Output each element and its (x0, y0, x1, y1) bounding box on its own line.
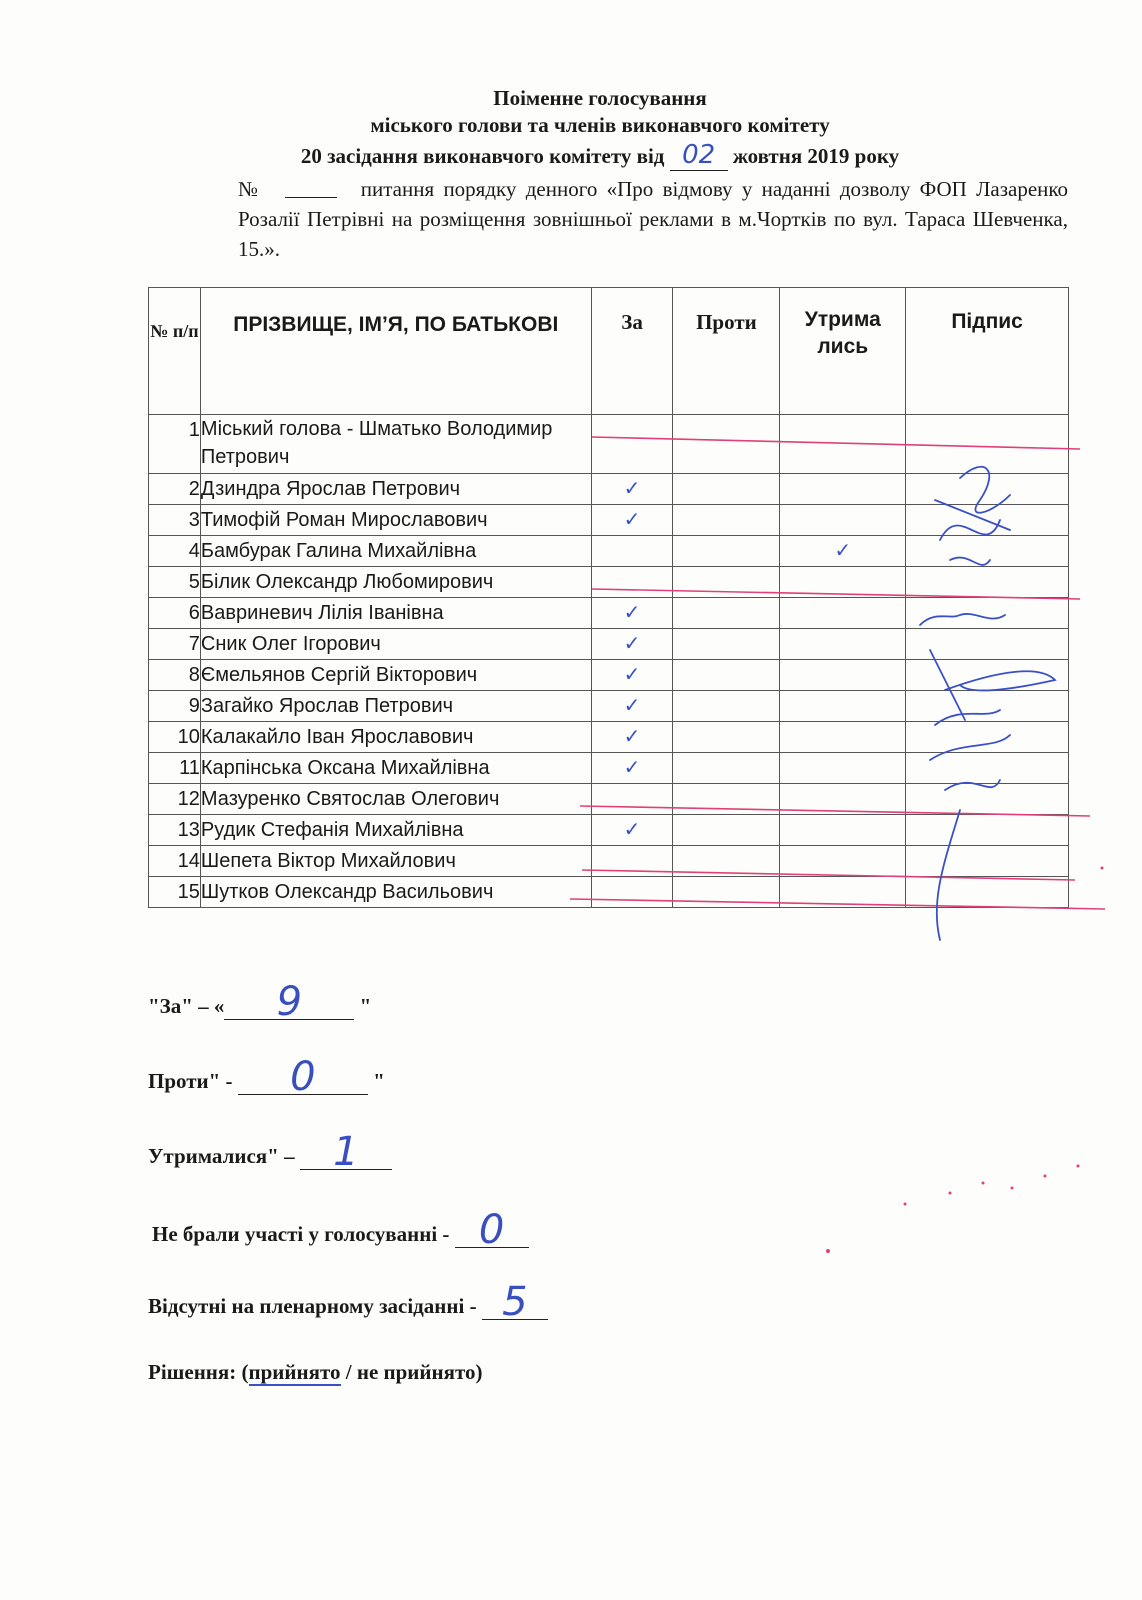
table-row (149, 815, 1069, 846)
signature-cell (906, 846, 1069, 877)
vote-abstain-cell (780, 877, 906, 908)
row-name: Загайко Ярослав Петрович (200, 691, 591, 722)
vote-abstain-cell (780, 722, 906, 753)
summary-absent-field (482, 1279, 548, 1325)
vote-for-cell (591, 567, 673, 598)
vote-against-cell (673, 660, 780, 691)
doc-title: Поіменне голосування (493, 86, 707, 110)
vote-for-cell: ✓ (591, 660, 673, 691)
table-row (149, 753, 1069, 784)
vote-for-cell: ✓ (591, 691, 673, 722)
row-name: Бамбурак Галина Михайлівна (200, 536, 591, 567)
signature-cell (906, 815, 1069, 846)
summary-for (148, 979, 372, 1025)
vote-against-cell (673, 753, 780, 784)
vote-against-cell (673, 415, 780, 474)
vote-for-cell: ✓ (591, 598, 673, 629)
vote-against-cell (673, 691, 780, 722)
summary-for-label: "За" – « (148, 994, 225, 1018)
summary-absent-label: Відсутні на пленарному засіданні - (148, 1294, 477, 1318)
vote-abstain-cell (780, 629, 906, 660)
summary-decision (148, 1360, 483, 1385)
stray-dots (826, 867, 1104, 1254)
vote-against-cell (673, 567, 780, 598)
row-name: Мазуренко Святослав Олегович (200, 784, 591, 815)
vote-abstain-cell (780, 660, 906, 691)
vote-for-cell: ✓ (591, 815, 673, 846)
summary-not-voted (152, 1207, 529, 1253)
table-row (149, 567, 1069, 598)
vote-against-cell (673, 474, 780, 505)
row-num: 4 (149, 536, 201, 567)
date-day-handwritten: 02 (682, 140, 716, 170)
decision-label: Рішення: ( (148, 1360, 249, 1384)
vote-for-cell (591, 846, 673, 877)
vote-abstain-cell (780, 567, 906, 598)
vote-against-cell (673, 722, 780, 753)
vote-abstain-cell (780, 505, 906, 536)
vote-abstain-cell: ✓ (780, 536, 906, 567)
vote-abstain-cell (780, 474, 906, 505)
vote-for-cell (591, 877, 673, 908)
vote-for-cell: ✓ (591, 474, 673, 505)
summary-absent-value: 5 (502, 1279, 528, 1325)
meeting-suffix: жовтня 2019 року (732, 144, 900, 168)
table-header-row (149, 288, 1069, 415)
vote-for-cell (591, 536, 673, 567)
summary-not-voted-label: Не брали участі у голосуванні - (152, 1222, 450, 1246)
signature-cell (906, 415, 1069, 474)
signature-cell (906, 567, 1069, 598)
table-row (149, 536, 1069, 567)
table-row (149, 722, 1069, 753)
row-name: Тимофій Роман Мирославович (200, 505, 591, 536)
row-name: Шутков Олександр Васильович (200, 877, 591, 908)
table-row (149, 660, 1069, 691)
summary-for-field (224, 979, 354, 1025)
row-num: 11 (149, 753, 201, 784)
summary-against-value: 0 (290, 1054, 316, 1100)
row-name: Ємельянов Сергій Вікторович (200, 660, 591, 691)
summary-abstain (148, 1129, 392, 1175)
signature-cell (906, 784, 1069, 815)
vote-abstain-cell (780, 691, 906, 722)
vote-against-cell (673, 598, 780, 629)
row-num: 13 (149, 815, 201, 846)
summary-for-value: 9 (276, 979, 303, 1025)
row-num: 5 (149, 567, 201, 598)
summary-abstain-value: 1 (333, 1129, 359, 1175)
signature-cell (906, 505, 1069, 536)
decision-adopted: прийнято (248, 1360, 341, 1384)
summary-against (148, 1054, 385, 1100)
row-name: Рудик Стефанія Михайлівна (200, 815, 591, 846)
summary-against-field (238, 1054, 368, 1100)
table-row (149, 505, 1069, 536)
number-sign: № (238, 177, 263, 201)
signature-cell (906, 629, 1069, 660)
vote-against-cell (673, 815, 780, 846)
row-name: Шепета Віктор Михайлович (200, 846, 591, 877)
vote-abstain-cell (780, 784, 906, 815)
vote-for-cell: ✓ (591, 629, 673, 660)
signature-cell (906, 753, 1069, 784)
summary-absent (148, 1279, 548, 1325)
row-num: 12 (149, 784, 201, 815)
meeting-line (150, 140, 1050, 171)
header-num: № п/п (149, 288, 201, 415)
vote-against-cell (673, 784, 780, 815)
vote-table (148, 287, 1069, 908)
summary-against-label: Проти" - (148, 1069, 233, 1093)
summary-abstain-field (300, 1129, 392, 1175)
vote-abstain-cell (780, 415, 906, 474)
summary-abstain-label: Утрималися" – (148, 1144, 295, 1168)
summary-not-voted-field (455, 1207, 529, 1253)
row-name: Дзиндра Ярослав Петрович (200, 474, 591, 505)
vote-against-cell (673, 536, 780, 567)
vote-abstain-cell (780, 753, 906, 784)
header-signature: Підпис (906, 288, 1069, 415)
row-num: 8 (149, 660, 201, 691)
vote-for-cell: ✓ (591, 753, 673, 784)
signature-cell (906, 598, 1069, 629)
decision-sep: / (340, 1360, 357, 1384)
header-against: Проти (673, 288, 780, 415)
header-for: За (591, 288, 673, 415)
signature-cell (906, 660, 1069, 691)
header-name: ПРІЗВИЩЕ, ІМ’Я, ПО БАТЬКОВІ (200, 288, 591, 415)
signature-cell (906, 536, 1069, 567)
row-name: Білик Олександр Любомирович (200, 567, 591, 598)
vote-against-cell (673, 846, 780, 877)
row-name: Міський голова - Шматько Володимир Петрович (200, 415, 591, 474)
row-num: 14 (149, 846, 201, 877)
vote-against-cell (673, 505, 780, 536)
table-row (149, 877, 1069, 908)
row-num: 3 (149, 505, 201, 536)
summary-not-voted-value: 0 (478, 1207, 505, 1253)
row-num: 6 (149, 598, 201, 629)
signature-cell (906, 474, 1069, 505)
agenda-text: питання порядку денного «Про відмову у наданні дозволу ФОП Лазаренко Розалії Петрівні на розміщення зовнішньої реклами в м.Чортків по вул. Тараса Шевченка, 15.». (238, 177, 1069, 261)
row-name: Карпінська Оксана Михайлівна (200, 753, 591, 784)
table-row (149, 846, 1069, 877)
table-row (149, 474, 1069, 505)
row-num: 15 (149, 877, 201, 908)
table-row (149, 691, 1069, 722)
header-abstain: Утрима лись (780, 288, 906, 415)
signature-cell (906, 722, 1069, 753)
vote-for-cell (591, 415, 673, 474)
row-num: 7 (149, 629, 201, 660)
decision-not-adopted: не прийнято (356, 1360, 476, 1384)
summary-for-close: " (359, 994, 372, 1018)
signature-cell (906, 877, 1069, 908)
doc-subtitle: міського голови та членів виконавчого комітету (370, 113, 830, 137)
vote-abstain-cell (780, 846, 906, 877)
table-row (149, 415, 1069, 474)
row-num: 1 (149, 415, 201, 474)
row-num: 2 (149, 474, 201, 505)
vote-abstain-cell (780, 815, 906, 846)
table-row (149, 784, 1069, 815)
agenda-number-blank (285, 177, 337, 198)
vote-against-cell (673, 629, 780, 660)
vote-against-cell (673, 877, 780, 908)
decision-close: ) (475, 1360, 483, 1384)
row-name: Калакайло Іван Ярославович (200, 722, 591, 753)
date-day-field (670, 140, 728, 171)
agenda-item (238, 174, 1068, 264)
table-row (149, 598, 1069, 629)
signature-cell (906, 691, 1069, 722)
vote-for-cell: ✓ (591, 505, 673, 536)
vote-for-cell: ✓ (591, 722, 673, 753)
table-row (149, 629, 1069, 660)
summary-against-close: " (373, 1069, 385, 1093)
row-name: Вавриневич Лілія Іванівна (200, 598, 591, 629)
meeting-prefix: 20 засідання виконавчого комітету від (300, 144, 665, 168)
vote-for-cell (591, 784, 673, 815)
row-num: 10 (149, 722, 201, 753)
row-name: Сник Олег Ігорович (200, 629, 591, 660)
vote-abstain-cell (780, 598, 906, 629)
row-num: 9 (149, 691, 201, 722)
